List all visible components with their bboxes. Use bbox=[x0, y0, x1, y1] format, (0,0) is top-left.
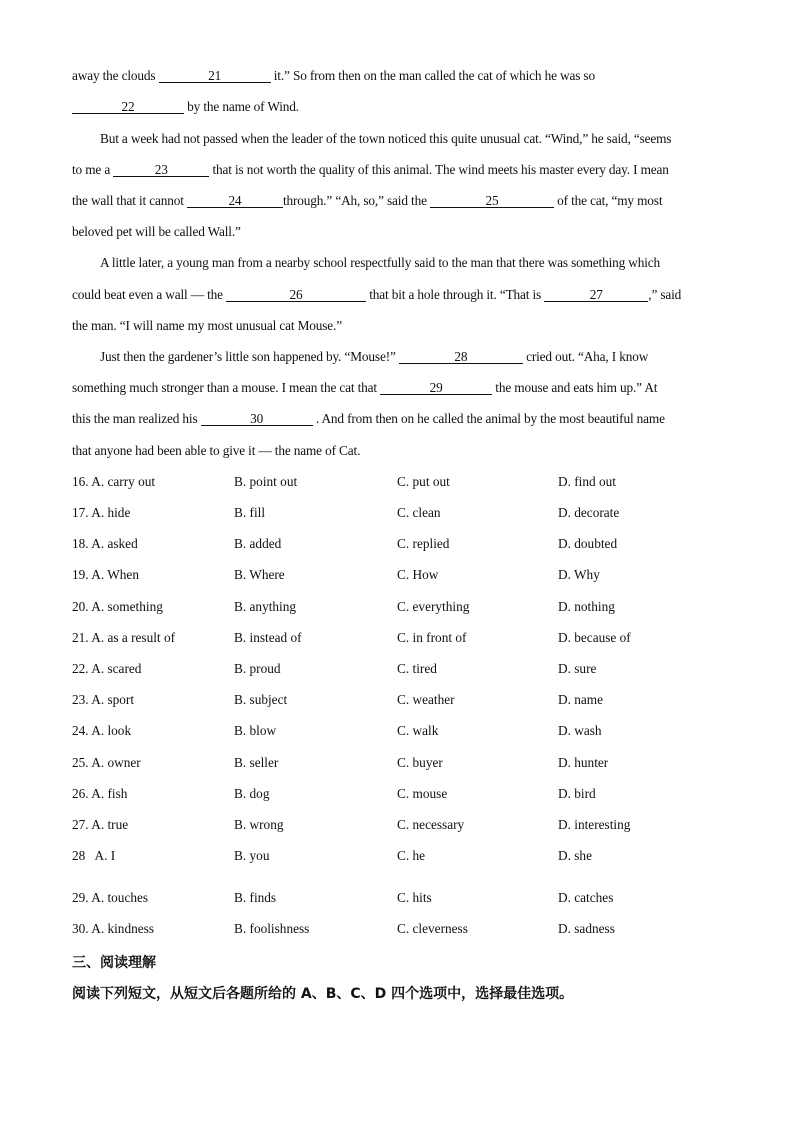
option-d: D. name bbox=[558, 692, 604, 707]
option-d: D. sadness bbox=[558, 921, 615, 936]
option-a: 24. A. look bbox=[72, 723, 132, 738]
passage-line-1 bbox=[72, 68, 595, 84]
option-d: D. bird bbox=[558, 786, 596, 801]
blank-24: 24 bbox=[187, 194, 283, 208]
passage-line-11 bbox=[72, 380, 657, 396]
text: something much stronger than a mouse. I mean the cat that bbox=[72, 380, 381, 395]
passage-line-2 bbox=[72, 99, 299, 115]
option-c: C. tired bbox=[397, 661, 437, 676]
option-a: 30. A. kindness bbox=[72, 921, 155, 936]
option-d: D. sure bbox=[558, 661, 597, 676]
option-b: B. you bbox=[234, 848, 270, 863]
option-a: 20. A. something bbox=[72, 599, 163, 614]
option-row-19 bbox=[0, 567, 794, 585]
passage-line-9: the man. “I will name my most unusual cat Mouse.” bbox=[72, 318, 342, 333]
option-row-16 bbox=[0, 474, 794, 492]
passage-line-7: A little later, a young man from a nearby school respectfully said to the man that there was something which bbox=[100, 255, 661, 270]
text: . And from then on he called the animal by the most beautiful name bbox=[312, 411, 665, 426]
option-a: 23. A. sport bbox=[72, 692, 135, 707]
option-d: D. decorate bbox=[558, 505, 620, 520]
passage-line-8 bbox=[72, 287, 681, 303]
option-row-30 bbox=[0, 921, 794, 939]
option-row-17 bbox=[0, 505, 794, 523]
passage-line-10 bbox=[100, 349, 648, 365]
text: it.” So from then on the man called the cat of which he was so bbox=[270, 68, 595, 83]
option-row-20 bbox=[0, 599, 794, 617]
option-row-27 bbox=[0, 817, 794, 835]
option-row-22 bbox=[0, 661, 794, 679]
option-b: B. Where bbox=[234, 567, 285, 582]
option-c: C. cleverness bbox=[397, 921, 468, 936]
option-b: B. instead of bbox=[234, 630, 302, 645]
option-c: C. put out bbox=[397, 474, 450, 489]
blank-28: 28 bbox=[399, 350, 523, 364]
option-a: 25. A. owner bbox=[72, 755, 141, 770]
option-a: 16. A. carry out bbox=[72, 474, 156, 489]
option-d: D. interesting bbox=[558, 817, 631, 832]
option-c: C. buyer bbox=[397, 755, 443, 770]
option-d: D. because of bbox=[558, 630, 631, 645]
blank-21: 21 bbox=[159, 69, 271, 83]
option-c: C. he bbox=[397, 848, 426, 863]
text: that bit a hole through it. “That is bbox=[366, 287, 545, 302]
text: could beat even a wall — the bbox=[72, 287, 227, 302]
option-c: C. clean bbox=[397, 505, 441, 520]
option-b: B. fill bbox=[234, 505, 266, 520]
option-c: C. weather bbox=[397, 692, 455, 707]
option-c: C. everything bbox=[397, 599, 470, 614]
option-row-29 bbox=[0, 890, 794, 908]
section-instruction: 阅读下列短文，从短文后各题所给的 A、B、C、D 四个选项中，选择最佳选项。 bbox=[72, 986, 574, 1002]
passage-line-13: that anyone had been able to give it — the name of Cat. bbox=[72, 443, 361, 458]
option-b: B. point out bbox=[234, 474, 298, 489]
option-row-23 bbox=[0, 692, 794, 710]
text: of the cat, “my most bbox=[554, 193, 663, 208]
passage-line-4 bbox=[72, 162, 669, 178]
blank-27: 27 bbox=[544, 288, 648, 302]
text: away the clouds bbox=[72, 68, 159, 83]
option-b: B. blow bbox=[234, 723, 277, 738]
option-d: D. wash bbox=[558, 723, 602, 738]
option-d: D. she bbox=[558, 848, 592, 863]
option-row-26 bbox=[0, 786, 794, 804]
blank-29: 29 bbox=[380, 381, 492, 395]
text: to me a bbox=[72, 162, 114, 177]
passage-line-5 bbox=[72, 193, 662, 209]
option-a: 26. A. fish bbox=[72, 786, 128, 801]
option-b: B. anything bbox=[234, 599, 297, 614]
text: cried out. “Aha, I know bbox=[522, 349, 649, 364]
section-title: 三、阅读理解 bbox=[72, 955, 156, 971]
text: ,” said bbox=[648, 287, 682, 302]
option-a: 27. A. true bbox=[72, 817, 129, 832]
text: that is not worth the quality of this animal. The wind meets his master every day. I mean bbox=[209, 162, 669, 177]
option-b: B. finds bbox=[234, 890, 277, 905]
option-b: B. seller bbox=[234, 755, 279, 770]
option-d: D. Why bbox=[558, 567, 600, 582]
option-c: C. replied bbox=[397, 536, 450, 551]
text: through.” “Ah, so,” said the bbox=[282, 193, 430, 208]
option-row-25 bbox=[0, 755, 794, 773]
option-c: C. How bbox=[397, 567, 439, 582]
option-b: B. wrong bbox=[234, 817, 284, 832]
option-d: D. find out bbox=[558, 474, 616, 489]
text: by the name of Wind. bbox=[184, 99, 299, 114]
option-b: B. proud bbox=[234, 661, 281, 676]
option-c: C. in front of bbox=[397, 630, 467, 645]
option-c: C. walk bbox=[397, 723, 439, 738]
blank-26: 26 bbox=[226, 288, 366, 302]
text: Just then the gardener’s little son happened by. “Mouse!” bbox=[100, 349, 399, 364]
option-b: B. dog bbox=[234, 786, 270, 801]
option-b: B. foolishness bbox=[234, 921, 310, 936]
option-a: 22. A. scared bbox=[72, 661, 142, 676]
blank-25: 25 bbox=[430, 194, 554, 208]
passage-line-12 bbox=[72, 411, 665, 427]
option-b: B. added bbox=[234, 536, 282, 551]
option-d: D. nothing bbox=[558, 599, 615, 614]
option-a: 28 A. I bbox=[72, 848, 116, 863]
passage-line-6: beloved pet will be called Wall.” bbox=[72, 224, 241, 239]
passage-line-3: But a week had not passed when the leader of the town noticed this quite unusual cat. “Wind,” he said, “seems bbox=[100, 131, 672, 146]
option-c: C. mouse bbox=[397, 786, 448, 801]
option-c: C. hits bbox=[397, 890, 432, 905]
option-a: 18. A. asked bbox=[72, 536, 138, 551]
text: the wall that it cannot bbox=[72, 193, 187, 208]
text: this the man realized his bbox=[72, 411, 201, 426]
option-d: D. catches bbox=[558, 890, 614, 905]
option-a: 29. A. touches bbox=[72, 890, 149, 905]
option-row-21 bbox=[0, 630, 794, 648]
option-d: D. hunter bbox=[558, 755, 609, 770]
text: the mouse and eats him up.” At bbox=[492, 380, 658, 395]
option-c: C. necessary bbox=[397, 817, 465, 832]
option-row-24 bbox=[0, 723, 794, 741]
blank-30: 30 bbox=[201, 412, 313, 426]
option-d: D. doubted bbox=[558, 536, 618, 551]
blank-22: 22 bbox=[72, 100, 184, 114]
option-row-28 bbox=[0, 848, 794, 866]
option-b: B. subject bbox=[234, 692, 288, 707]
blank-23: 23 bbox=[113, 163, 209, 177]
option-row-18 bbox=[0, 536, 794, 554]
option-a: 17. A. hide bbox=[72, 505, 131, 520]
option-a: 19. A. When bbox=[72, 567, 139, 582]
option-a: 21. A. as a result of bbox=[72, 630, 176, 645]
